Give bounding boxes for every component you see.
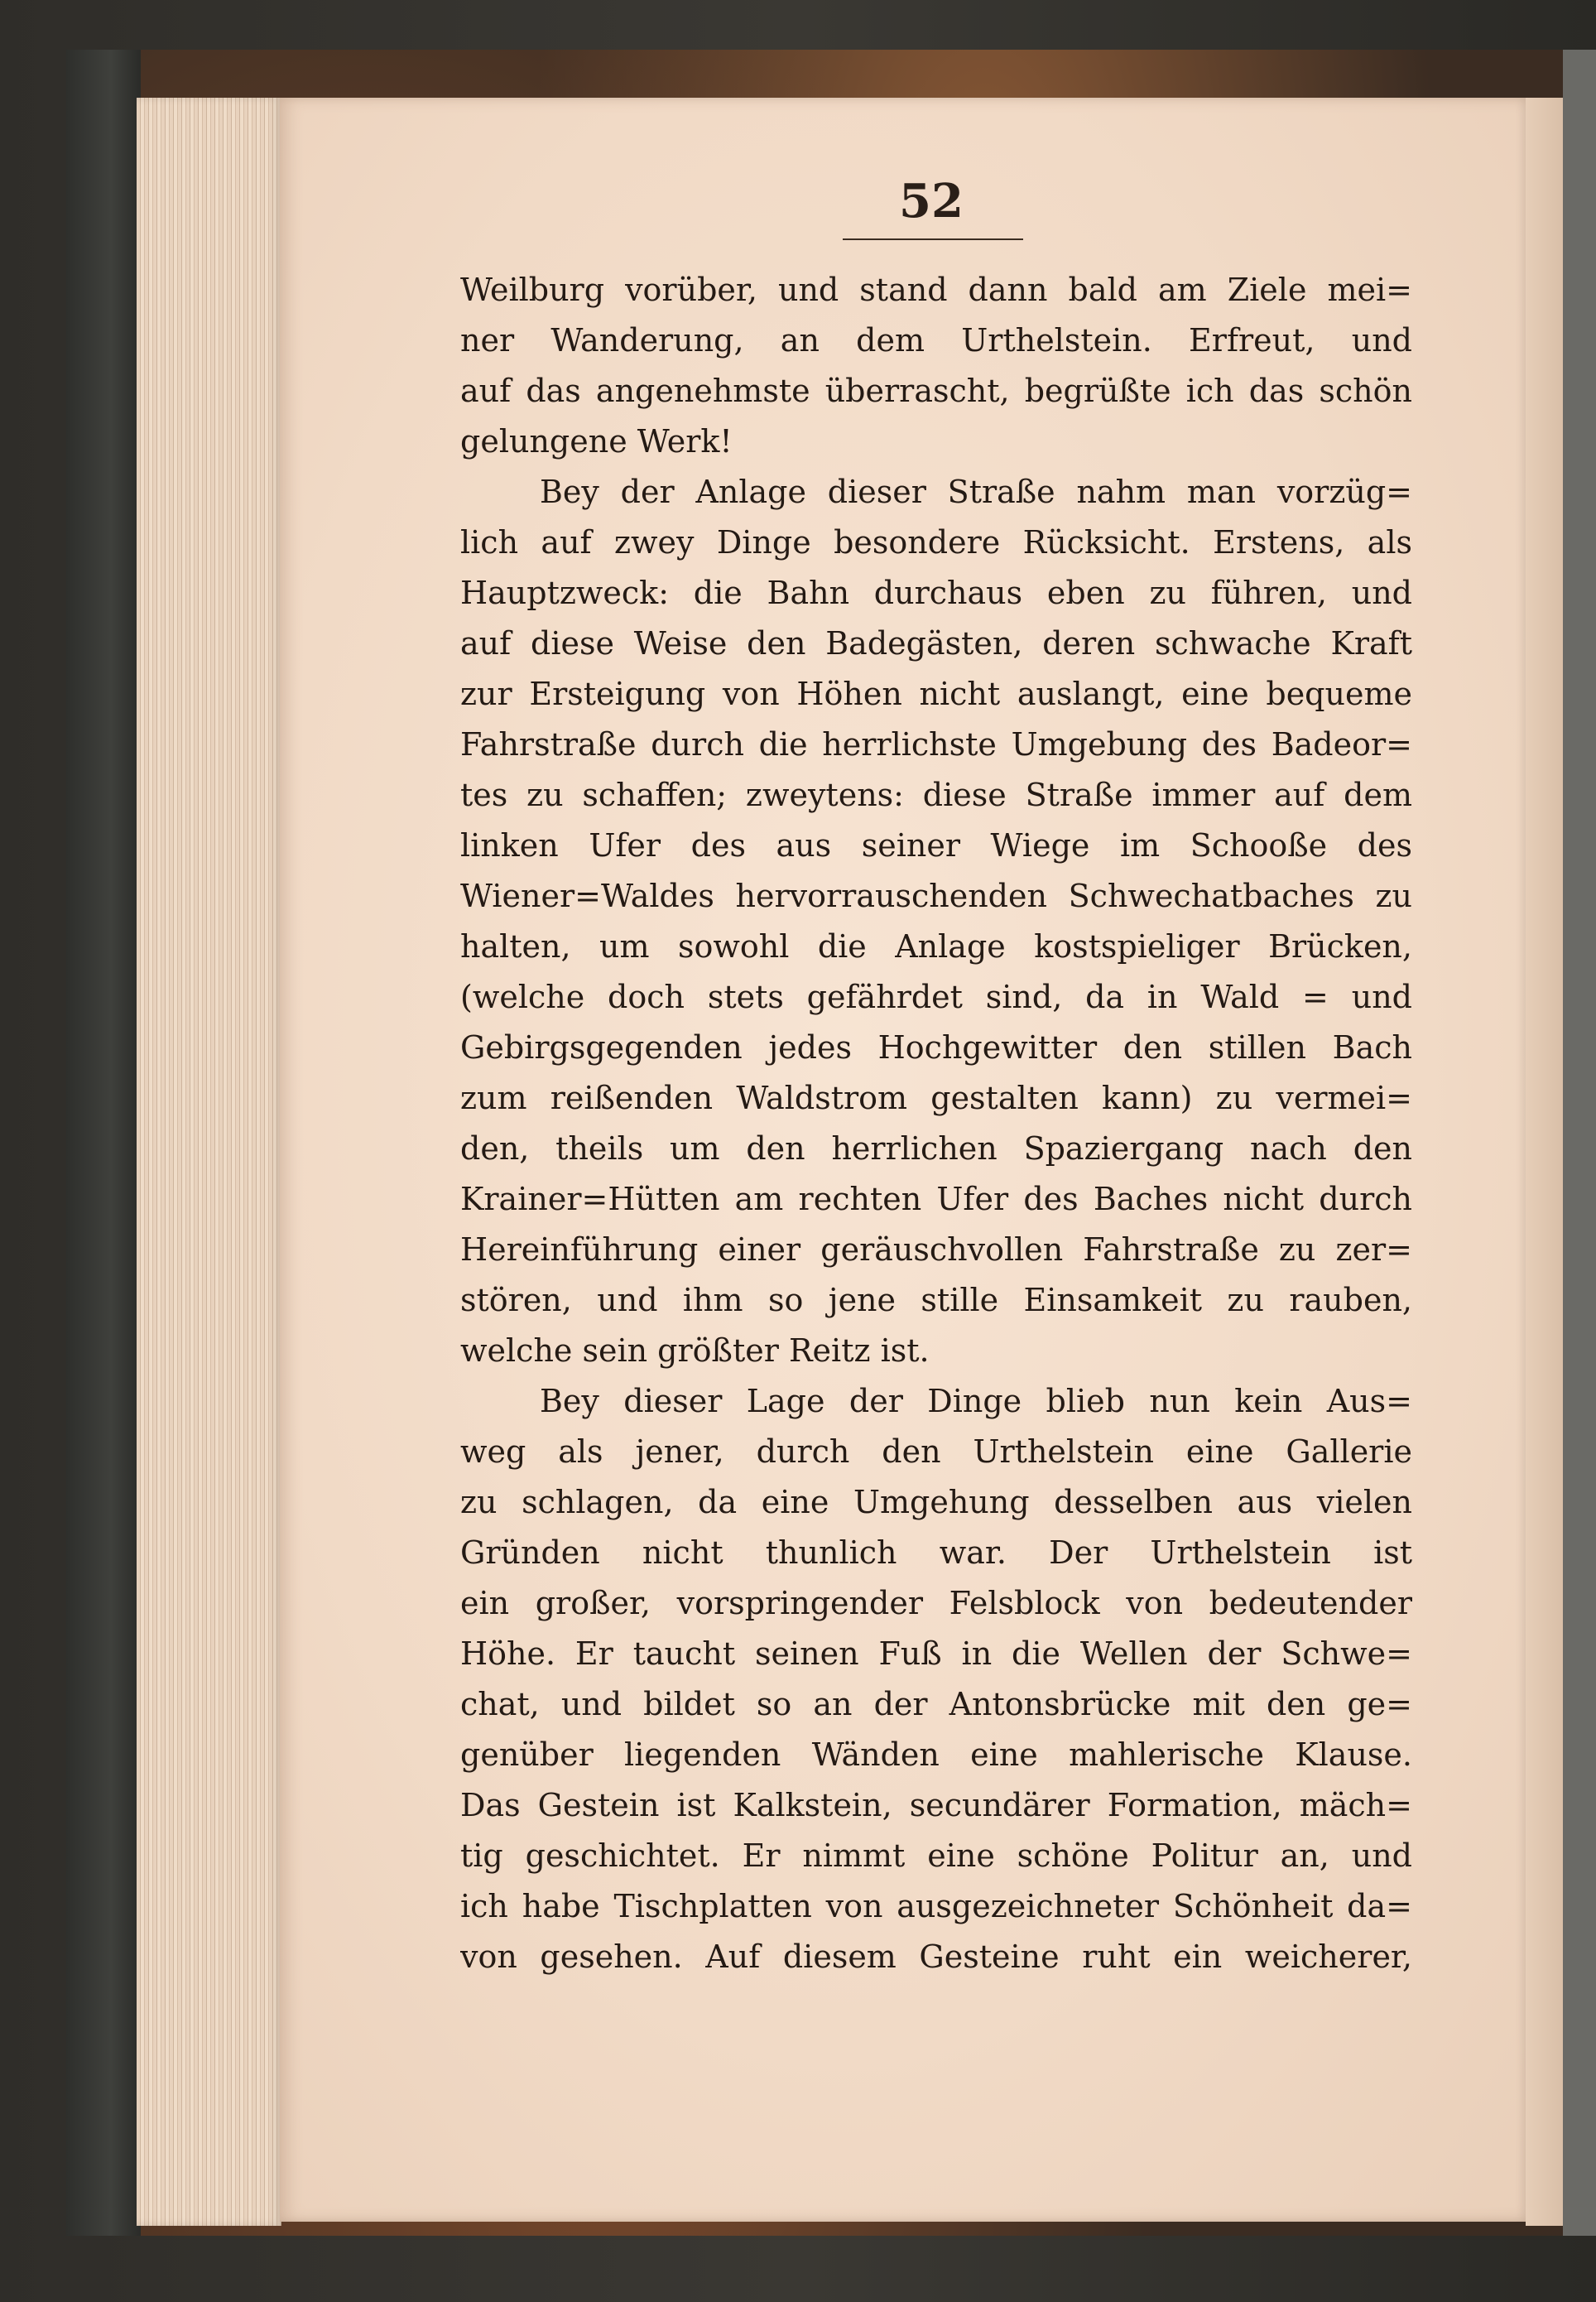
text-line: chat, und bildet so an der Antonsbrücke mit den ge= [460, 1686, 1412, 1722]
text-line: zum reißenden Waldstrom gestalten kann) zu vermei= [460, 1080, 1412, 1116]
text-line: Fahrstraße durch die herrlichste Umgebung des Badeor= [460, 726, 1412, 763]
text-line: welche sein größter Reitz ist. [460, 1332, 930, 1369]
text-line: Weilburg vorüber, und stand dann bald am Ziele mei= [460, 272, 1412, 308]
text-line: zur Ersteigung von Höhen nicht auslangt, eine bequeme [460, 676, 1412, 712]
text-line: den, theils um den herrlichen Spaziergang nach den [460, 1130, 1412, 1167]
text-line: gelungene Werk! [460, 423, 733, 460]
text-line: linken Ufer des aus seiner Wiege im Schooße des [460, 827, 1412, 864]
right-cover-board [1563, 50, 1596, 2236]
text-line: ner Wanderung, an dem Urthelstein. Erfreut, und [460, 322, 1412, 359]
text-line: Hereinführung einer geräuschvollen Fahrstraße zu zer= [460, 1231, 1412, 1268]
page-body-text [460, 265, 1412, 1982]
page-edges [137, 98, 281, 2226]
page-number: 52 [899, 174, 964, 229]
text-line: weg als jener, durch den Urthelstein eine Gallerie [460, 1433, 1412, 1470]
text-line: Krainer=Hütten am rechten Ufer des Baches nicht durch [460, 1181, 1412, 1217]
text-line: Das Gestein ist Kalkstein, secundärer Formation, mäch= [460, 1787, 1412, 1823]
text-line: tig geschichtet. Er nimmt eine schöne Politur an, und [460, 1837, 1412, 1874]
text-line: Bey dieser Lage der Dinge blieb nun kein Aus= [540, 1383, 1412, 1419]
header-rule [843, 238, 1023, 240]
text-line: (welche doch stets gefährdet sind, da in Wald = und [460, 979, 1412, 1015]
text-line: Wiener=Waldes hervorrauschenden Schwechatbaches zu [460, 878, 1412, 914]
text-line: Höhe. Er taucht seinen Fuß in die Wellen der Schwe= [460, 1635, 1412, 1672]
text-line: Gründen nicht thunlich war. Der Urthelstein ist [460, 1534, 1412, 1571]
text-line: auf das angenehmste überrascht, begrüßte ich das schön [460, 373, 1412, 409]
text-line: zu schlagen, da eine Umgehung desselben aus vielen [460, 1484, 1412, 1520]
text-line: ich habe Tischplatten von ausgezeichneter Schönheit da= [460, 1888, 1412, 1924]
text-line: Bey der Anlage dieser Straße nahm man vorzüg= [540, 474, 1412, 510]
text-line: Gebirgsgegenden jedes Hochgewitter den stillen Bach [460, 1029, 1412, 1066]
text-line: stören, und ihm so jene stille Einsamkeit zu rauben, [460, 1282, 1412, 1318]
text-line: lich auf zwey Dinge besondere Rücksicht. Erstens, als [460, 524, 1412, 561]
text-line: Hauptzweck: die Bahn durchaus eben zu führen, und [460, 575, 1412, 611]
text-line: von gesehen. Auf diesem Gesteine ruht ein weicherer, [460, 1938, 1412, 1975]
facing-page-edge [1526, 98, 1563, 2226]
book-spine [66, 50, 141, 2236]
text-line: genüber liegenden Wänden eine mahlerische Klause. [460, 1736, 1412, 1773]
text-line: tes zu schaffen; zweytens: diese Straße immer auf dem [460, 777, 1412, 813]
text-line: ein großer, vorspringender Felsblock von bedeutender [460, 1585, 1412, 1621]
text-line: halten, um sowohl die Anlage kostspieliger Brücken, [460, 928, 1412, 965]
text-line: auf diese Weise den Badegästen, deren schwache Kraft [460, 625, 1412, 662]
